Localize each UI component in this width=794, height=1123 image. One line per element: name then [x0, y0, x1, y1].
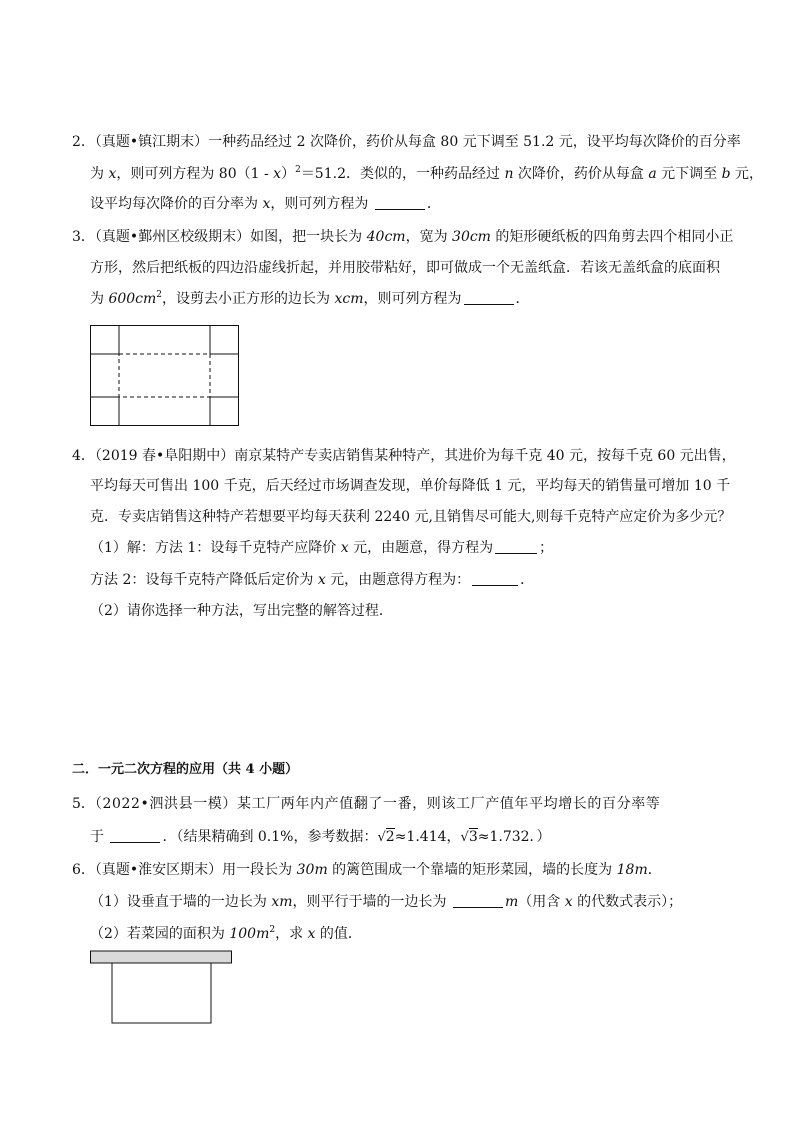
q5-number: 5．	[72, 796, 95, 812]
q6-answer-blank[interactable]	[453, 893, 503, 908]
q4-sub2: （2）请你选择一种方法，写出完整的解答过程．	[90, 603, 393, 619]
q5-line2: 于 ．（结果精确到 0.1%，参考数据：√2≈1.414，√3≈1.732．）	[90, 829, 551, 845]
q4-method2: 方法 2：设每千克特产降低后定价为 x 元，由题意得方程为： ．	[90, 572, 535, 588]
q5-line1: 5．（2022•泗洪县一模）某工厂两年内产值翻了一番，则该工厂产值年平均增长的百分率等	[72, 796, 661, 812]
q6-number: 6．	[72, 862, 95, 878]
garden-fence	[112, 963, 211, 1023]
q6-sub1: （1）设垂直于墙的一边长为 xm，则平行于墙的一边长为 m（用含 x 的代数式表示）；	[90, 894, 683, 910]
q4-method2-blank[interactable]	[472, 571, 518, 586]
q2-line1: 2．（真题•镇江期末）一种药品经过 2 次降价，药价从每盒 80 元下调至 51.2 元，设平均每次降价的百分率	[72, 134, 741, 150]
sqrt-icon: √	[377, 830, 386, 845]
q2-line3: 设平均每次降价的百分率为 x，则可列方程为 ．	[90, 196, 441, 212]
q2-line2: 为 x，则可列方程为 80（1 - x）$^2$＝51.2．类似的，一种药品经过 n 次降价，药价从每盒 a 元下调至 b 元，	[90, 165, 764, 182]
q6-figure-garden	[90, 950, 234, 1026]
q2-answer-blank[interactable]	[375, 195, 425, 210]
q4-method1-blank[interactable]	[495, 539, 537, 554]
q3-line3: 为 $600cm^2$，设剪去小正方形的边长为 xcm，则可列方程为 ．	[90, 290, 530, 307]
q4-line2: 平均每天可售出 100 千克，后天经过市场调查发现，单价每降低 1 元，平均每天的销售量可增加 10 千	[90, 478, 731, 494]
q6-line1: 6．（真题•淮安区期末）用一段长为 30m 的篱笆围成一个靠墙的矩形菜园，墙的长度为 18m．	[72, 862, 662, 878]
q3-figure-cardboard	[90, 325, 240, 427]
cardboard-outline	[91, 326, 239, 426]
q6-sub2: （2）若菜园的面积为 $100m^2$，求 x 的值．	[90, 925, 362, 942]
q2-number: 2．	[72, 134, 95, 150]
q4-number: 4．	[72, 448, 95, 464]
q5-answer-blank[interactable]	[110, 828, 160, 843]
wall	[91, 951, 232, 963]
q4-line1: 4．（2019 春•阜阳期中）南京某特产专卖店销售某种特产，其进价为每千克 40 元，按每千克 60 元出售，	[72, 448, 736, 464]
q3-line1: 3．（真题•鄞州区校级期末）如图，把一块长为 40cm，宽为 30cm 的矩形硬纸板的四角剪去四个相同小正	[72, 229, 734, 245]
fold-dashed-line	[119, 354, 210, 397]
q4-sub1: （1）解：方法 1：设每千克特产应降价 x 元，由题意，得方程为 ；	[90, 540, 554, 556]
sqrt-icon: √	[460, 830, 469, 845]
section-2-heading: 二．一元二次方程的应用（共 4 小题）	[72, 762, 299, 777]
q3-answer-blank[interactable]	[464, 290, 514, 305]
q4-line3: 克．专卖店销售这种特产若想要平均每天获利 2240 元,且销售尽可能大,则每千克特产应定价为多少元？	[90, 509, 732, 525]
q3-line2: 方形，然后把纸板的四边沿虚线折起，并用胶带粘好，即可做成一个无盖纸盒．若该无盖纸盒的底面积	[90, 260, 720, 276]
q3-number: 3．	[72, 229, 95, 245]
